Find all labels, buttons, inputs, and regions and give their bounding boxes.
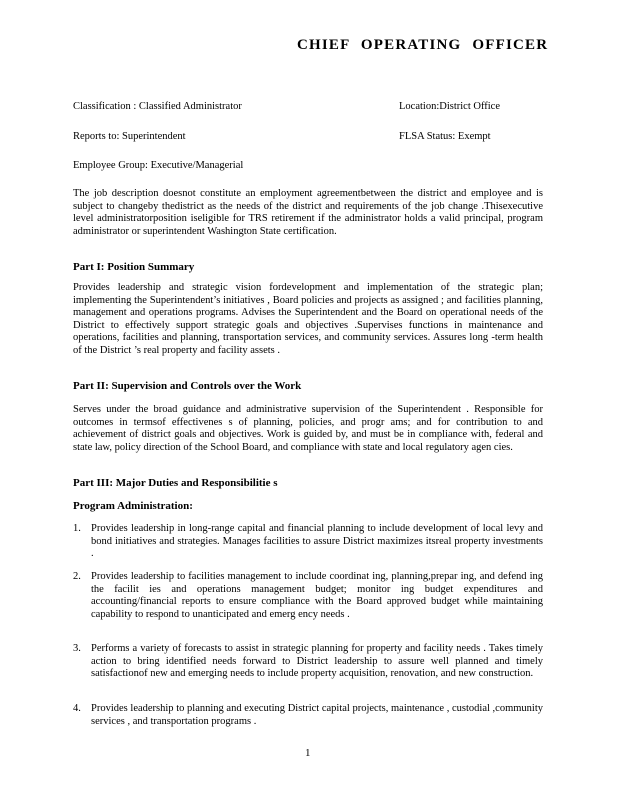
part2-text: Serves under the broad guidance and administrative supervision of the Superintendent . Responsible for outcomes in termsof effectivenes s of planning, policies, and progr ams; and for contribution to and achievement of district goals and objectives. Work is guided by, and must be in compliance with, federal and state law, policy direction of the School Board, and compliance with state and local regulatory agen cies. [73, 404, 543, 453]
flsa-status-line: FLSA Status: Exempt [399, 131, 491, 142]
duty-text: Provides leadership to facilities management to include coordinat ing, planning,prepar ing, and defend ing the facilit ies and operations management budget; monitor ing budget expenditures and accounting/financial reports to ensure compliance with the Board approved budget while maintaining capability to respond to unanticipated and emerg ency needs . [91, 571, 543, 620]
page-number: 1 [305, 747, 311, 759]
part1-heading: Part I: Position Summary [73, 261, 195, 273]
part2-heading: Part II: Supervision and Controls over the Work [73, 380, 302, 392]
part3-heading: Part III: Major Duties and Responsibilitie s [73, 477, 278, 489]
reports-to-line: Reports to: Superintendent [73, 131, 186, 142]
duty-text: Performs a variety of forecasts to assist in strategic planning for property and facility needs . Takes timely action to bring identified needs forward to District leadership to assure well planned and timely satisfactionof new and emerging needs to include property acquisition, renovation, and new construction. [91, 643, 543, 680]
duty-number: 2. [73, 571, 81, 582]
duty-item-3 [73, 643, 543, 681]
duty-number: 3. [73, 643, 81, 654]
classification-line: Classification : Classified Administrator [73, 101, 242, 112]
location-line: Location:District Office [399, 101, 500, 112]
part1-text: Provides leadership and strategic vision fordevelopment and implementation of the strategic plan; implementing the Superintendent’s initiatives , Board policies and projects as assigned ; and facilities planning, management and operations programs. Advises the Superintendent and the Board on operational needs of the District to effectively support strategic goals and objectives .Supervises functions in maintenance and operations, facilities and planning, transportation services, and community services. Assures long -term health of the District ’s real property and facility assets . [73, 282, 543, 356]
duty-number: 1. [73, 523, 81, 534]
document-title: CHIEF OPERATING OFFICER [297, 37, 549, 53]
program-administration-subheading: Program Administration: [73, 500, 193, 512]
duty-item-4 [73, 703, 543, 728]
intro-paragraph: The job description doesnot constitute an employment agreementbetween the district and employee and is subject to changeby thedistrict as the needs of the district and requirements of the job change .Thisexecutive level administratorposition iseligible for TRS retirement if the administrator holds a valid principal, program administrator or superintendent Washington State certification. [73, 188, 543, 237]
duty-item-2 [73, 571, 543, 621]
duty-text: Provides leadership to planning and executing District capital projects, maintenance , custodial ,community services , and transportation programs . [91, 703, 543, 727]
duty-item-1 [73, 523, 543, 561]
employee-group-line: Employee Group: Executive/Managerial [73, 160, 244, 171]
duty-text: Provides leadership in long-range capital and financial planning to include development of local levy and bond initiatives and strategies. Manages facilities to assure District maximizes itsreal property investments . [91, 523, 543, 560]
duty-number: 4. [73, 703, 81, 714]
